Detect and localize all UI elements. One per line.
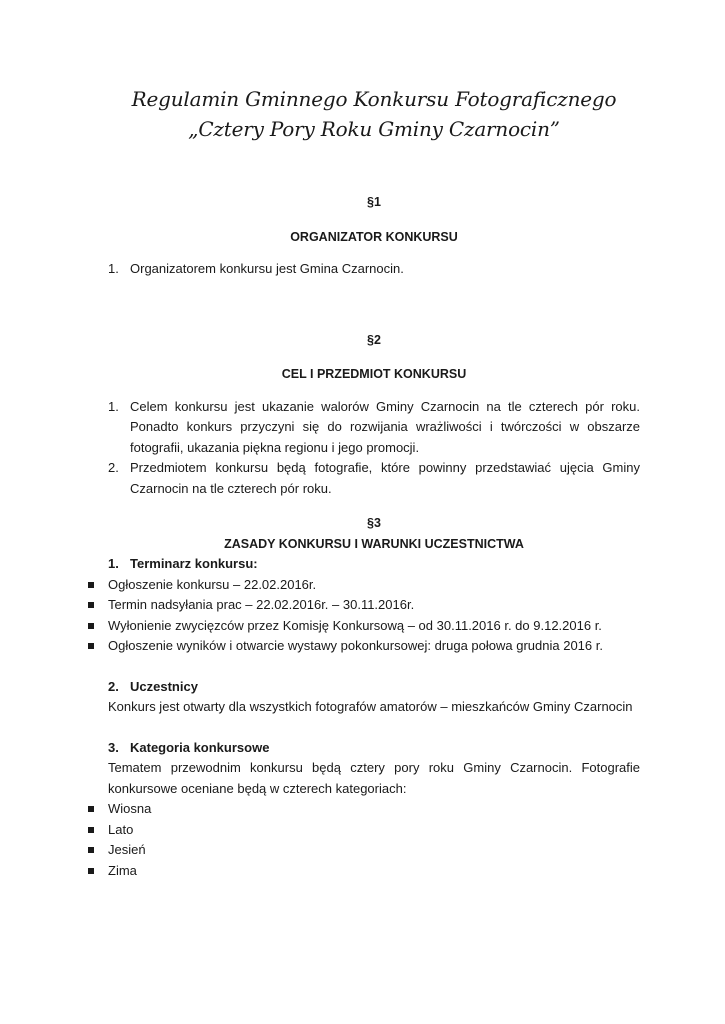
item-text: Celem konkursu jest ukazanie walorów Gminy Czarnocin na tle czterech pór roku. Ponadto konkurs przyczyni się do rozwijania wrażliwości i twórczości w obszarze fotografii, ukazania piękna regionu i jego promocji. <box>130 398 640 455</box>
section-2-list <box>108 397 640 500</box>
document-title <box>108 84 640 144</box>
categories-heading <box>108 738 640 759</box>
participants-text: Konkurs jest otwarty dla wszystkich fotografów amatorów – mieszkańców Gminy Czarnocin <box>108 699 633 714</box>
categories-list <box>108 799 640 881</box>
item-text: Termin nadsyłania prac – 22.02.2016r. – 30.11.2016r. <box>108 597 415 612</box>
section-1-heading: ORGANIZATOR KONKURSU <box>290 229 458 244</box>
list-item <box>108 575 640 596</box>
item-number: 1. <box>108 261 119 276</box>
list-item <box>108 840 640 861</box>
section-1-list <box>108 259 640 280</box>
section-3-mark: §3 <box>367 516 381 530</box>
item-number: 1. <box>108 398 119 414</box>
square-bullet-icon <box>88 582 94 588</box>
section-2-mark: §2 <box>367 332 381 347</box>
list-item <box>108 259 640 280</box>
heading-text: Uczestnicy <box>130 678 198 694</box>
item-number: 2. <box>108 460 119 475</box>
item-text: Ogłoszenie wyników i otwarcie wystawy pokonkursowej: druga połowa grudnia 2016 r. <box>108 638 603 653</box>
heading-text: Kategoria konkursowe <box>130 739 270 755</box>
categories-text: Tematem przewodnim konkursu będą cztery pory roku Gminy Czarnocin. Fotografie konkursowe oceniane będą w czterech kategoriach: <box>108 760 640 796</box>
item-text: Jesień <box>108 842 146 857</box>
item-number: 2. <box>108 678 119 694</box>
item-text: Lato <box>108 821 134 837</box>
list-item <box>108 616 640 637</box>
item-number: 3. <box>108 739 119 755</box>
square-bullet-icon <box>88 623 94 629</box>
title-line-1: Regulamin Gminnego Konkursu Fotograficznego <box>131 87 617 111</box>
square-bullet-icon <box>88 868 94 874</box>
list-item <box>108 397 640 459</box>
section-2-heading: CEL I PRZEDMIOT KONKURSU <box>281 367 467 381</box>
section-3-heading: ZASADY KONKURSU I WARUNKI UCZESTNICTWA <box>224 536 524 551</box>
list-item <box>108 458 640 499</box>
title-line-2: „Cztery Pory Roku Gminy Czarnocin” <box>188 117 560 141</box>
item-text: Organizatorem konkursu jest Gmina Czarnocin. <box>130 261 404 276</box>
item-text: Zima <box>108 862 137 878</box>
item-number: 1. <box>108 556 119 571</box>
square-bullet-icon <box>88 643 94 649</box>
square-bullet-icon <box>88 806 94 812</box>
heading-text: Terminarz konkursu: <box>130 556 258 571</box>
participants-heading <box>108 677 640 698</box>
square-bullet-icon <box>88 847 94 853</box>
square-bullet-icon <box>88 602 94 608</box>
list-item <box>108 636 640 657</box>
section-1-mark: §1 <box>367 195 381 209</box>
terms-heading <box>108 554 640 575</box>
list-item <box>108 820 640 841</box>
terms-list <box>108 575 640 657</box>
list-item <box>108 595 640 616</box>
list-item <box>108 799 640 820</box>
square-bullet-icon <box>88 827 94 833</box>
item-text: Wyłonienie zwycięzców przez Komisję Konkursową – od 30.11.2016 r. do 9.12.2016 r. <box>108 617 602 633</box>
item-text: Ogłoszenie konkursu – 22.02.2016r. <box>108 576 317 592</box>
item-text: Wiosna <box>108 801 152 816</box>
document-content <box>108 84 640 881</box>
item-text: Przedmiotem konkursu będą fotografie, które powinny przedstawiać ujęcia Gminy Czarnocin na tle czterech pór roku. <box>130 460 640 496</box>
list-item <box>108 861 640 882</box>
